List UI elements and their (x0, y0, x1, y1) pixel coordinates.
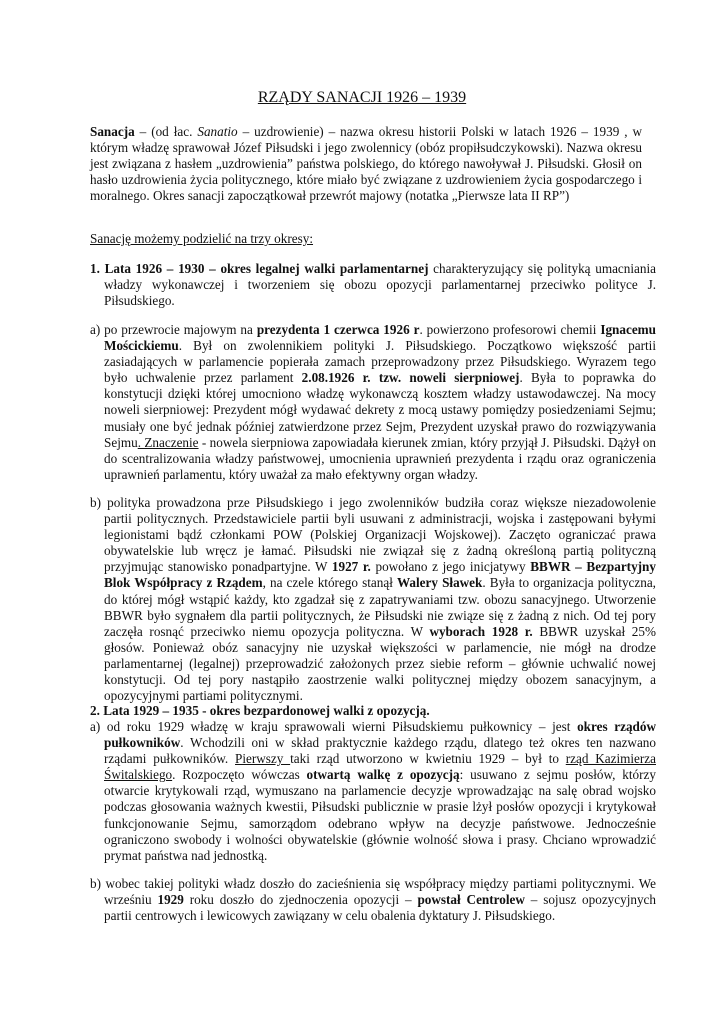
a1-text: a) po przewrocie majowym na (90, 322, 257, 337)
section-subheading: Sanację możemy podzielić na trzy okresy: (90, 231, 314, 246)
a1-underlined: . Znaczenie (137, 434, 199, 450)
period2-heading-line (90, 703, 642, 719)
b1-bold: Walery Sławek (396, 575, 483, 591)
intro-latin: Sanatio (197, 124, 238, 139)
a1-bold: Ignacemu Mościckiemu (104, 322, 656, 354)
a2-text: . Wchodzili oni w skład praktycznie każdego rządu, dlatego też okres ten nazwano rządami pułkowników. (104, 735, 656, 767)
b1-text: BBWR uzyskał 25% głosów. Ponieważ obóz sanacyjny nie uzyskał większości w parlamencie, nie mógł na drodze parlamentarnej (legalnej) przeprowadzić założonych przez siebie reform – głównie uchwalić nowej konstytucji. Od tej pory nastąpiło zaostrzenie walki politycznej między obozem sanacyjnym, a opozycyjnymi partiami politycznymi. (104, 623, 656, 704)
b2-text: b) wobec takiej polityki władz doszło do zacieśnienia się współpracy między partiami politycznymi. We wrześniu (90, 876, 656, 908)
a2-underlined: Pierwszy (235, 751, 291, 767)
a1-text: - nowela sierpniowa zapowiadała kierunek zmian, który przyjął J. Piłsudski. Dążył on do scentralizowania władzy państwowej, umocnienia uprawnień prezydenta i rządu oraz ograniczenia uprawnień parlamentu, który uważał za mało efektywny organ władzy. (104, 434, 656, 482)
b1-bold: 1927 r. (331, 559, 371, 575)
page-title: RZĄDY SANACJI 1926 – 1939 (257, 89, 467, 106)
period1-heading: 1. Lata 1926 – 1930 – okres legalnej walki parlamentarnej (90, 261, 429, 276)
intro-paragraph (90, 124, 642, 204)
b1-text: . Była to organizacja polityczna, do której mógł wstąpić każdy, kto zgadzał się z zapatrywaniami tzw. obozu sanacyjnego. Utworzenie BBWR było sygnałem dla partii politycznych, że Piłsudski nie związe się z żadną z nich. Od tej pory zaczęła rosnąć przeciwko niemu opozycja polityczna. W (104, 575, 656, 639)
a2-text: . Rozpoczęto wówczas (172, 767, 307, 783)
period1-paragraph (90, 261, 656, 309)
a2-text: : usuwano z sejmu posłów, którzy otwarcie krytykowali rząd, wymuszano na parlamencie decyzje wprowadzając na salę obrad wojsko podczas głosowania ważnych kwestii, Piłsudski publicznie w prasie lżył posłów opozycji i krytykował funkcjonowanie Sejmu, samorządom odebrano wpływ na decyzje państwowe. Jednocześnie ograniczono swobody i wolności obywatelskie (głównie wolność słowa i prasy. Chciano wprowadzić prymat państwa nad jednostką. (104, 767, 656, 863)
a1-bold: prezydenta 1 czerwca 1926 r (256, 322, 420, 337)
period1-text: charakteryzujący się polityką umacniania władzy wykonawczej i tworzeniem się obozu opozycji parlamentarnej przeciwko polityce J. Piłsudskiego. (104, 261, 657, 309)
a2-underlined: rząd Kazimierza Świtalskiego (104, 751, 656, 783)
paragraph-a2 (90, 719, 656, 864)
a2-text: a) od roku 1929 władzę w kraju sprawowali wierni Piłsudskiemu pułkownicy – jest (90, 719, 578, 734)
intro-text: – (od łac. (134, 124, 198, 139)
b2-text: – sojusz opozycyjnych partii centrowych i lewicowych zawiązany w celu obalenia dyktatury J. Piłsudskiego. (104, 892, 657, 924)
intro-text: – uzdrowienie) – nazwa okresu historii Polski w latach 1926 – 1939 , w którym władzę sprawował Józef Piłsudski i jego zwolennicy (obóz propiłsudczykowski). Nazwa okresu jest związana z hasłem „uzdrowienia” państwa polskiego, do którego nawoływał J. Piłsudski. Głosił on hasło uzdrowienia życia politycznego, które miało być związane z uzdrowieniem życia gospodarczego i moralnego. Okres sanacji zapoczątkował przewrót majowy (notatka „Pierwsze lata II RP”) (90, 124, 643, 204)
paragraph-b1 (90, 495, 656, 704)
paragraph-b2 (90, 876, 656, 924)
period2-heading: 2. Lata 1929 – 1935 - okres bezpardonowej walki z opozycją. (90, 703, 430, 718)
b2-bold: 1929 (157, 892, 184, 908)
a2-text: taki rząd utworzono w kwietniu 1929 – był to (290, 751, 566, 767)
paragraph-a1 (90, 322, 656, 483)
a1-text: . Była to poprawka do konstytucji dzięki której umocniono władzę wykonawczą kosztem władzy ustawodawczej. Na mocy noweli sierpniowej: Prezydent mógł wydawać dekrety z mocą ustawy pomiędzy posiedzeniami Sejmu; musiały one być jednak później zatwierdzone przez Sejm, Prezydent uzyskał prawo do rozwiązywania Sejmu (104, 370, 656, 450)
intro-term: Sanacja (90, 124, 135, 139)
b1-bold: wyborach 1928 r. (429, 623, 533, 639)
a2-bold: okres rządów pułkowników (104, 719, 656, 751)
b1-text: powołano z jego inicjatywy (370, 559, 531, 575)
b1-bold: BBWR – Bezpartyjny Blok Współpracy z Rządem (104, 559, 656, 591)
a1-text: . Był on zwolennikiem polityki J. Piłsudskiego. Początkowo większość partii zasiadających w parlamencie popierała zamach przeprowadzony przez Piłsudskiego. Wyrazem tego było uchwalenie przez parlament (104, 338, 656, 386)
b1-text: , na czele którego stanął (262, 575, 397, 591)
a1-bold: 2.08.1926 r. tzw. noweli sierpniowej (301, 370, 520, 386)
a1-text: . powierzono profesorowi chemii (419, 322, 601, 337)
a2-bold: otwartą walkę z opozycją (306, 767, 460, 783)
b2-bold: powstał Centrolew (417, 892, 525, 908)
b1-text: b) polityka prowadzona prze Piłsudskiego i jego zwolenników budziła coraz większe niezadowolenie partii politycznych. Przedstawiciele partii byli usuwani z administracji, wojska i zastępowani byłymi legionistami bądź członkami POW (Polskiej Organizacji Wojskowej). Zaczęto ograniczać prawa obywatelskie lub wręcz je łamać. Piłsudski nie związał się z żadną określoną partią polityczną przyjmując stanowisko ponadpartyjne. W (90, 495, 656, 575)
b2-text: roku doszło do zjednoczenia opozycji – (183, 892, 418, 908)
